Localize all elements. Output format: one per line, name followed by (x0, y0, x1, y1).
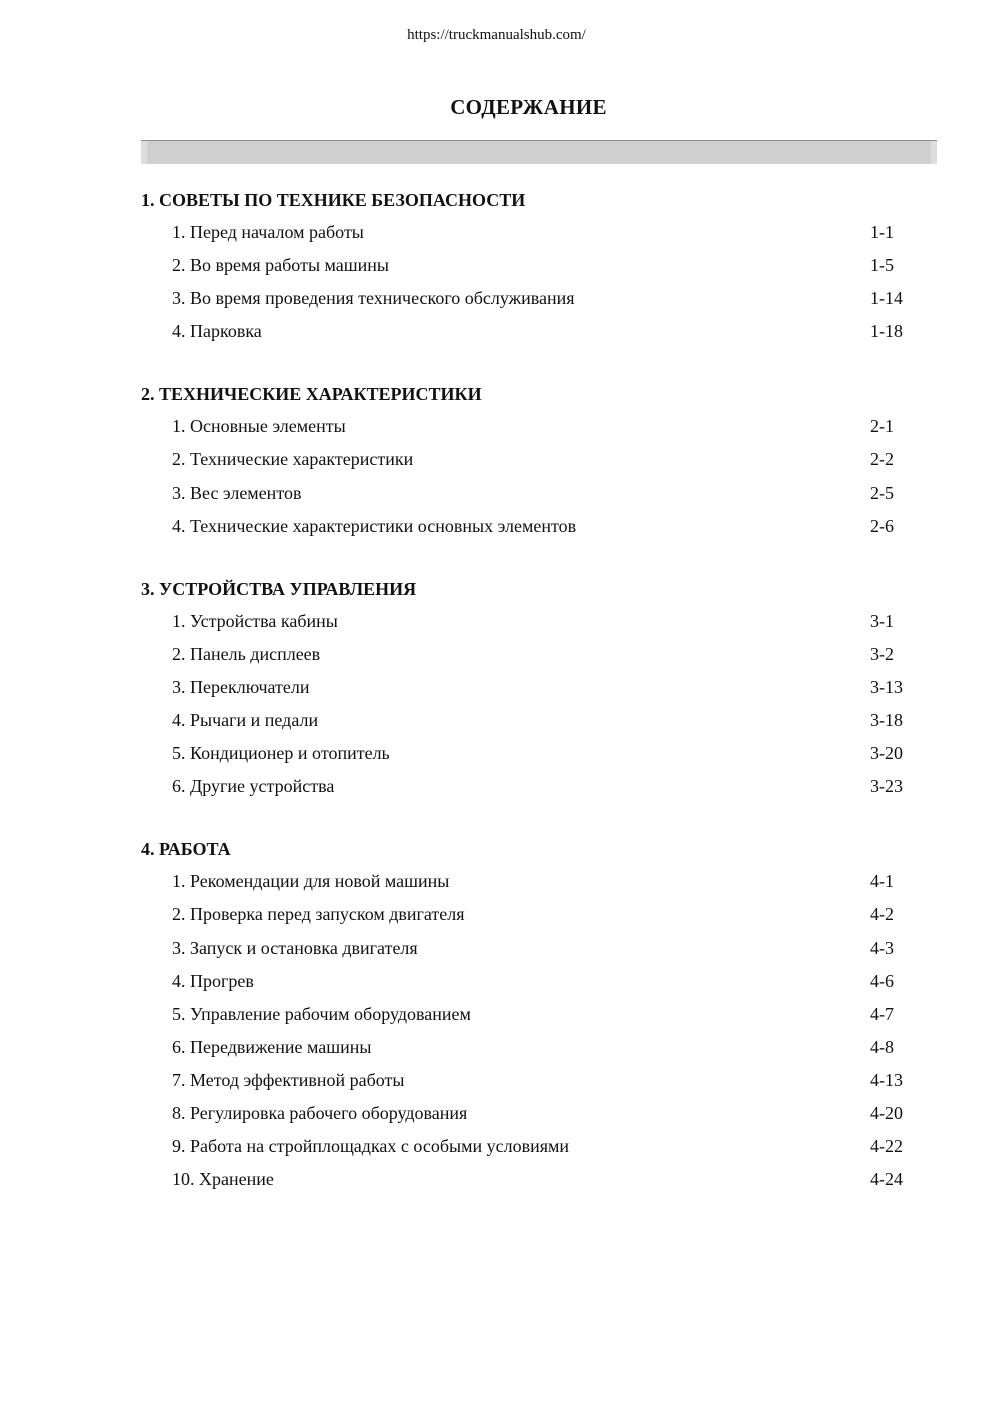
entry-label: 7. Метод эффективной работы (172, 1069, 405, 1090)
entry-page-number: 4-1 (870, 871, 894, 892)
section-title: 4. РАБОТА (141, 839, 231, 860)
entry-page-number: 1-14 (870, 288, 903, 309)
toc-entry (141, 1098, 941, 1131)
entry-label: 4. Технические характеристики основных элементов (172, 515, 577, 536)
toc-entry (141, 1065, 941, 1098)
entry-label: 2. Технические характеристики (172, 449, 414, 470)
entry-page-number: 2-5 (870, 482, 894, 503)
entry-label: 1. Основные элементы (172, 416, 346, 437)
entry-page-number: 1-5 (870, 255, 894, 276)
toc-entry (141, 999, 941, 1032)
entry-label: 5. Управление рабочим оборудованием (172, 1003, 471, 1024)
toc-entry (141, 1164, 941, 1197)
section-title: 3. УСТРОЙСТВА УПРАВЛЕНИЯ (141, 578, 417, 599)
entry-page-number: 2-6 (870, 515, 894, 536)
toc-entry (141, 411, 941, 444)
toc-entry (141, 966, 941, 999)
toc-entry (141, 606, 941, 639)
entry-label: 3. Переключатели (172, 676, 310, 697)
entry-label: 4. Рычаги и педали (172, 710, 319, 731)
entry-label: 8. Регулировка рабочего оборудования (172, 1102, 468, 1123)
entry-label: 3. Вес элементов (172, 482, 302, 503)
toc-entry (141, 705, 941, 738)
toc-entry (141, 639, 941, 672)
entry-label: 5. Кондиционер и отопитель (172, 743, 390, 764)
entry-label: 1. Перед началом работы (172, 222, 364, 242)
toc-section (141, 380, 941, 543)
entry-page-number: 3-23 (870, 776, 903, 797)
toc-entry (141, 1131, 941, 1164)
toc-entry (141, 1032, 941, 1065)
toc-entry (141, 511, 941, 544)
entry-label: 1. Рекомендации для новой машины (172, 871, 450, 892)
entry-page-number: 4-20 (870, 1102, 903, 1123)
entry-label: 10. Хранение (172, 1169, 274, 1190)
toc-entry (141, 771, 941, 804)
toc-section (141, 575, 941, 805)
entry-page-number: 4-3 (870, 937, 894, 958)
entry-page-number: 2-1 (870, 416, 894, 437)
entry-page-number: 4-13 (870, 1069, 903, 1090)
entry-label: 3. Запуск и остановка двигателя (172, 937, 418, 958)
toc-entry (141, 899, 941, 932)
entry-page-number: 3-18 (870, 710, 903, 731)
toc-entry (141, 316, 941, 349)
entry-label: 4. Парковка (172, 321, 262, 342)
toc-entry (141, 444, 941, 477)
entry-page-number: 4-6 (870, 970, 894, 991)
entry-page-number: 4-24 (870, 1169, 903, 1190)
entry-label: 9. Работа на стройплощадках с особыми условиями (172, 1136, 570, 1157)
toc-entry (141, 283, 941, 316)
toc-section (141, 186, 941, 349)
section-title: 2. ТЕХНИЧЕСКИЕ ХАРАКТЕРИСТИКИ (141, 384, 482, 405)
entry-label: 3. Во время проведения технического обслуживания (172, 288, 575, 309)
toc-entry (141, 478, 941, 511)
toc-section (141, 835, 941, 1197)
toc-entry (141, 217, 941, 250)
entry-page-number: 4-2 (870, 904, 894, 925)
entry-page-number: 4-22 (870, 1136, 903, 1157)
source-url: https://truckmanualshub.com/ (407, 27, 586, 43)
entry-page-number: 1-1 (870, 222, 894, 242)
entry-page-number: 4-8 (870, 1036, 894, 1057)
table-of-contents (141, 186, 941, 1228)
toc-entry (141, 738, 941, 771)
entry-page-number: 3-20 (870, 743, 903, 764)
entry-page-number: 3-1 (870, 610, 894, 631)
entry-label: 4. Прогрев (172, 970, 254, 991)
entry-label: 6. Другие устройства (172, 776, 335, 797)
entry-page-number: 3-2 (870, 643, 894, 664)
toc-entry (141, 250, 941, 283)
entry-page-number: 4-7 (870, 1003, 894, 1024)
page-title: СОДЕРЖАНИЕ (450, 95, 607, 119)
entry-page-number: 2-2 (870, 449, 894, 470)
toc-entry (141, 672, 941, 705)
section-title: 1. СОВЕТЫ ПО ТЕХНИКЕ БЕЗОПАСНОСТИ (141, 190, 526, 210)
entry-label: 6. Передвижение машины (172, 1036, 372, 1057)
entry-page-number: 3-13 (870, 676, 903, 697)
entry-label: 2. Панель дисплеев (172, 643, 321, 664)
entry-page-number: 1-18 (870, 321, 903, 342)
entry-label: 2. Проверка перед запуском двигателя (172, 904, 465, 925)
entry-label: 2. Во время работы машины (172, 255, 390, 276)
toc-entry (141, 866, 941, 899)
title-divider-bar (141, 140, 937, 164)
entry-label: 1. Устройства кабины (172, 610, 338, 631)
toc-entry (141, 933, 941, 966)
